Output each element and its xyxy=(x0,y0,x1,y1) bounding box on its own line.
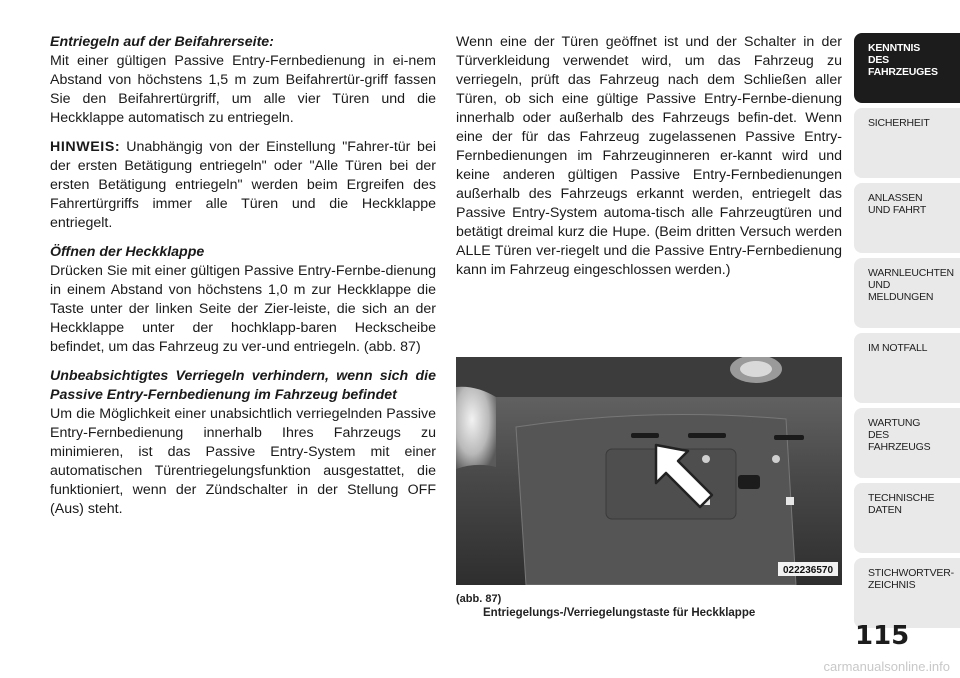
sidebar-tab-label: FAHRZEUGES xyxy=(868,66,938,78)
sidebar-tab[interactable] xyxy=(854,558,960,628)
figure-caption: Entriegelungs-/Verriegelungstaste für Heckklappe xyxy=(483,607,756,619)
sidebar-tab[interactable] xyxy=(854,183,960,253)
paragraph: Um die Möglichkeit einer unabsichtlich verriegelnden Passive Entry-Fernbedienung innerhalb Ihres Fahrzeugs zu minimieren, ist das Passive Entry-System mit einer automatischen Türentriegelungsfunktion ausgestattet, die funktioniert, wenn der Zündschalter in der Stellung OFF (Aus) steht. xyxy=(50,406,436,517)
left-column xyxy=(50,33,436,529)
sidebar-tab-label: WARNLEUCHTEN xyxy=(868,267,954,279)
section-open-liftgate xyxy=(50,243,436,357)
section-heading: Öffnen der Heckklappe xyxy=(50,244,205,260)
liftgate-illustration xyxy=(456,357,842,585)
section-heading: Entriegeln auf der Beifahrerseite: xyxy=(50,34,274,50)
sidebar-tab-label: MELDUNGEN xyxy=(868,291,934,303)
sidebar-tab[interactable] xyxy=(854,333,960,403)
section-unlock-passenger xyxy=(50,33,436,128)
sidebar-tab-label: DATEN xyxy=(868,504,902,516)
sidebar-tab-label: WARTUNG xyxy=(868,417,921,429)
sidebar-tab-label: KENNTNIS xyxy=(868,42,921,54)
sidebar-tab-label: SICHERHEIT xyxy=(868,117,930,129)
sidebar-tab-label: ANLASSEN xyxy=(868,192,923,204)
note-label: HINWEIS: xyxy=(50,139,121,155)
sidebar-tab[interactable] xyxy=(854,108,960,178)
sidebar-tab-label: UND FAHRT xyxy=(868,204,927,216)
paragraph: Drücken Sie mit einer gültigen Passive Entry-Fernbe-dienung in einem Abstand von höchstens 1,0 m zur Heckklappe die Taste unter der linken Seite der Zier-leiste, die sich an der Heckklappe unter der hochklapp-baren Heckscheibe befindet, um das Fahrzeug zu ver-und entriegeln. (abb. 87) xyxy=(50,263,436,355)
sidebar-tab-label: UND xyxy=(868,279,891,291)
sidebar-tab[interactable] xyxy=(854,483,960,553)
note-block xyxy=(50,138,436,233)
sidebar-tab[interactable] xyxy=(854,33,960,103)
image-code: 022236570 xyxy=(782,565,834,576)
watermark: carmanualsonline.info xyxy=(823,659,950,674)
sidebar-tab-label: IM NOTFALL xyxy=(868,342,928,354)
sidebar-tab-label: STICHWORTVER- xyxy=(868,567,954,579)
sidebar-tab-label: FAHRZEUGS xyxy=(868,441,931,453)
figure-number: (abb. 87) xyxy=(456,593,502,605)
figure-liftgate-button xyxy=(456,357,842,585)
section-prevent-lockin xyxy=(50,367,436,519)
sidebar-tab-label: DES xyxy=(868,429,889,441)
section-heading: Unbeabsichtigtes Verriegeln verhindern, wenn sich die Passive Entry-Fernbedienung im Fahrzeug befindet xyxy=(50,368,436,403)
sidebar-tab[interactable] xyxy=(854,258,960,328)
sidebar-tab-label: DES xyxy=(868,54,889,66)
page-number: 115 xyxy=(855,621,910,651)
sidebar-tab-label: TECHNISCHE xyxy=(868,492,935,504)
sidebar-tab[interactable] xyxy=(854,408,960,478)
right-column xyxy=(456,33,842,290)
paragraph: Mit einer gültigen Passive Entry-Fernbedienung in ei-nem Abstand von höchstens 1,5 m zum Beifahrertür-griff fassen Sie den Beifahrertürgriff, um alle vier Türen und die Heckklappe automatisch zu entriegeln. xyxy=(50,53,436,126)
sidebar-tab-label: ZEICHNIS xyxy=(868,579,916,591)
note-text: Unabhängig von der Einstellung "Fahrer-tür bei der ersten Betätigung entriegeln" oder "Alle Türen bei der ersten Betätigung entriegeln" werden beim Ergreifen des Fahrertürgriffs immer alle Türen und die Heckklappe entriegelt. xyxy=(50,139,436,231)
paragraph: Wenn eine der Türen geöffnet ist und der Schalter in der Türverkleidung verwendet wird, um das Fahrzeug zu verriegeln, prüft das Fahrzeug nach dem Schließen aller Türen, ob sich eine gültige Passive Entry-Fernbe-dienung innerhalb oder außerhalb des Fahrzeugs befin-det. Wenn eine der für das Fahrzeug zugelassenen Passive Entry-Fernbedienungen im Fahrzeuginneren er-kannt wird und keine anderen gültigen Passive Entry-Fernbedienungen außerhalb des Fahrzeugs erkannt werden, entriegelt das Passive Entry-System automa-tisch alle Fahrzeugtüren und betätigt dreimal kurz die Hupe. (Beim dritten Versuch werden ALLE Türen ver-riegelt und die Passive Entry-Fernbedienung kann im Fahrzeug eingeschlossen werden.) xyxy=(456,34,842,278)
